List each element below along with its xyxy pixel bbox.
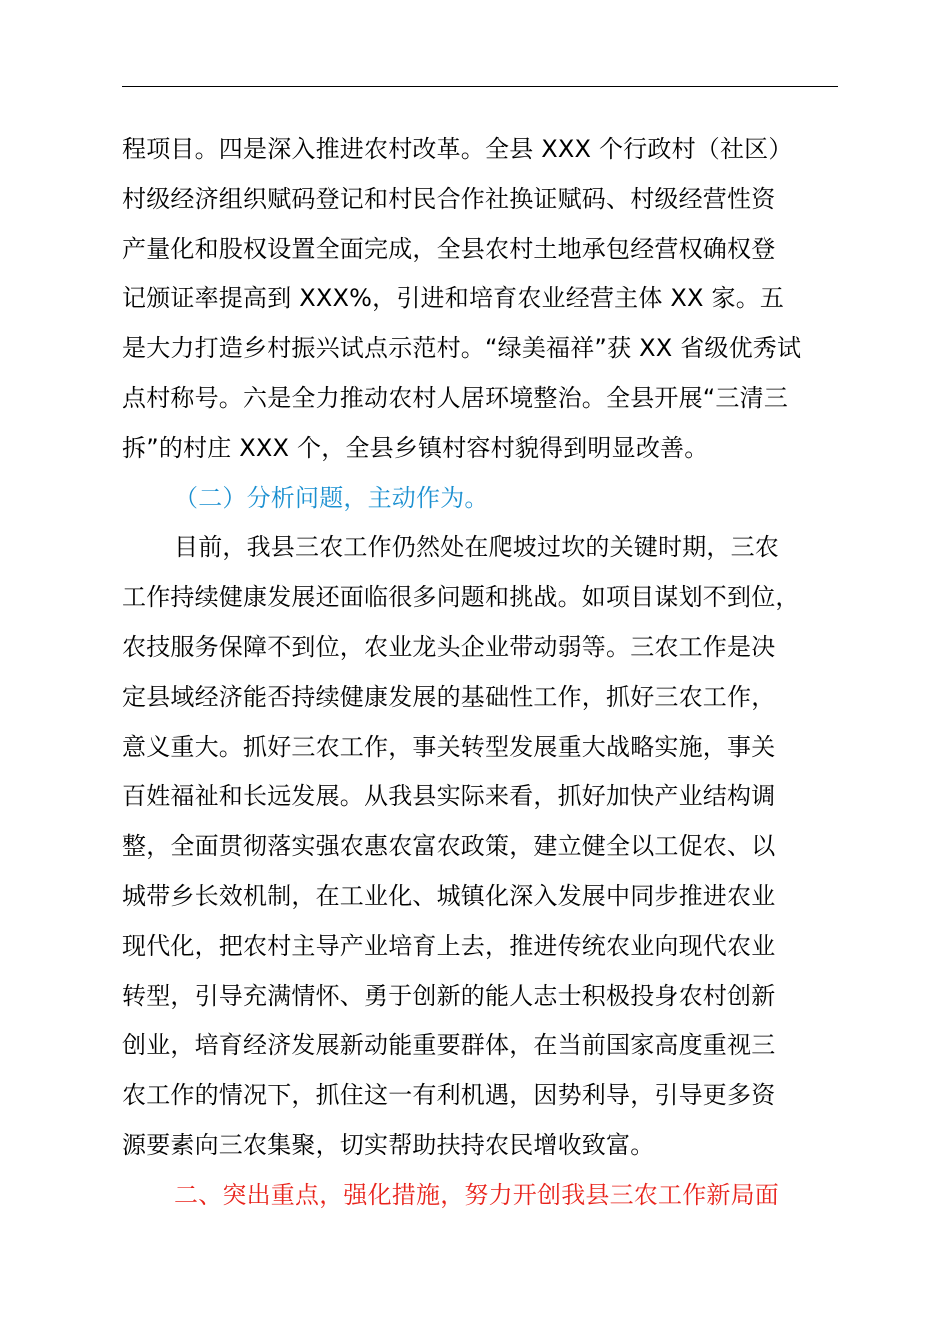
text-line: 农工作的情况下，抓住这一有利机遇，因势利导，引导更多资 <box>122 1081 776 1110</box>
section-heading: 二、突出重点，强化措施，努力开创我县三农工作新局面 <box>174 1180 779 1209</box>
text-line: 程项目。四是深入推进农村改革。全县 XXX 个行政村（社区） <box>122 135 793 163</box>
text-line: 源要素向三农集聚，切实帮助扶持农民增收致富。 <box>122 1130 655 1159</box>
subheading-analysis: （二）分析问题，主动作为。 <box>174 483 489 512</box>
paragraph-continuation <box>122 125 842 474</box>
text-line: 村级经济组织赋码登记和村民合作社换证赋码、村级经营性资 <box>122 184 776 213</box>
text-line: 转型，引导充满情怀、勇于创新的能人志士积极投身农村创新 <box>122 981 776 1010</box>
header-rule <box>122 86 838 87</box>
text-line: 工作持续健康发展还面临很多问题和挑战。如项目谋划不到位， <box>122 583 800 612</box>
text-line: 意义重大。抓好三农工作，事关转型发展重大战略实施，事关 <box>122 732 776 761</box>
document-body <box>122 125 842 1221</box>
text-line: 现代化，把农村主导产业培育上去，推进传统农业向现代农业 <box>122 931 776 960</box>
paragraph-analysis <box>122 523 842 1170</box>
text-line: 记颁证率提高到 XXX%，引进和培育农业经营主体 XX 家。五 <box>122 284 785 313</box>
text-line: 目前，我县三农工作仍然处在爬坡过坎的关键时期，三农 <box>174 533 779 562</box>
text-line: 农技服务保障不到位，农业龙头企业带动弱等。三农工作是决 <box>122 632 776 661</box>
text-line: 定县域经济能否持续健康发展的基础性工作，抓好三农工作， <box>122 682 776 711</box>
text-line: 创业，培育经济发展新动能重要群体，在当前国家高度重视三 <box>122 1031 776 1060</box>
text-line: 百姓福祉和长远发展。从我县实际来看，抓好加快产业结构调 <box>122 782 776 811</box>
text-line: 是大力打造乡村振兴试点示范村。“绿美福祥”获 XX 省级优秀试 <box>122 334 802 363</box>
text-line: 点村称号。六是全力推动农村人居环境整治。全县开展“三清三 <box>122 383 789 412</box>
text-line: 城带乡长效机制，在工业化、城镇化深入发展中同步推进农业 <box>122 881 776 910</box>
text-line: 拆”的村庄 XXX 个，全县乡镇村容村貌得到明显改善。 <box>122 433 709 462</box>
text-line: 产量化和股权设置全面完成，全县农村土地承包经营权确权登 <box>122 234 776 263</box>
text-line: 整，全面贯彻落实强农惠农富农政策，建立健全以工促农、以 <box>122 832 776 861</box>
